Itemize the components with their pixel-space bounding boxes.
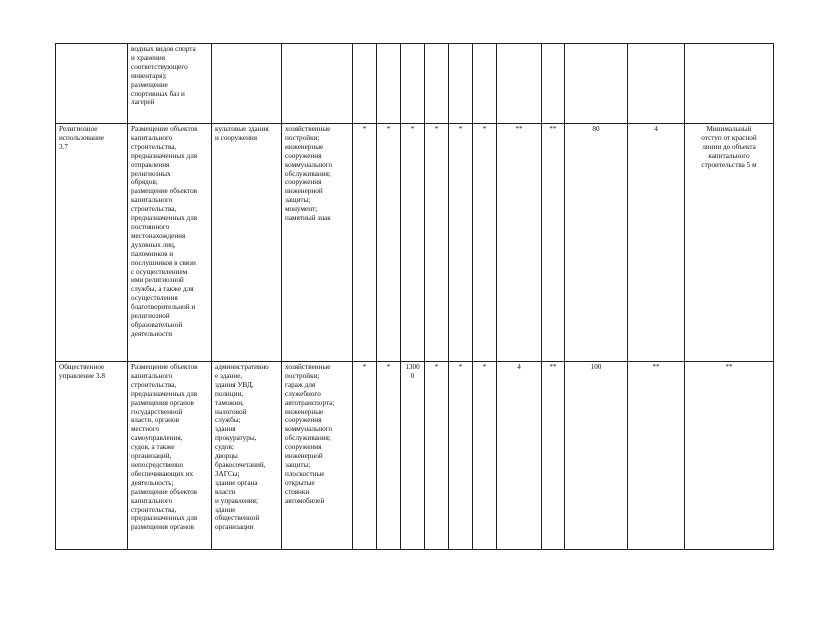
parameter-cell-text: * [386, 363, 391, 371]
parameter-cell [353, 124, 377, 362]
regulations-table [55, 43, 774, 550]
auxiliary-objects-cell [282, 362, 353, 550]
parameter-cell [425, 44, 449, 124]
parameter-cell-text: * [434, 125, 439, 133]
use-type-name-cell-text: Религиозное использование 3.7 [59, 125, 105, 151]
use-type-name-cell-text: Общественное управление 3.8 [59, 363, 105, 380]
parameter-cell-text: ** [725, 363, 733, 371]
parameter-cell [401, 44, 425, 124]
auxiliary-objects-cell-text: хозяйственные постройки; инженерные сооружения коммунального обслуживания; сооружения инженерной защиты; монумент; памятный знак [285, 125, 333, 223]
parameter-cell-text: * [362, 125, 367, 133]
parameter-cell-text: 80 [592, 125, 600, 133]
parameter-cell-text: ** [549, 363, 557, 371]
parameter-cell-text: * [458, 363, 463, 371]
table-row [56, 124, 774, 362]
parameter-cell [473, 124, 497, 362]
use-type-name-cell [56, 124, 128, 362]
table-row [56, 44, 774, 124]
use-description-cell-text: Размещение объектов капитального строительства, предназначенных для отправления религиозных обрядов; размещение объектов капитального строительства, предназначенных для постоянного местонахождения духовных лиц, паломников и послушников в связи с осуществлением ими религиозной службы, а также для осуществления благотворительной и религиозной образовательной деятельности [131, 125, 198, 338]
use-type-name-cell [56, 362, 128, 550]
parameter-cell [353, 362, 377, 550]
parameter-cell-text: * [410, 125, 415, 133]
main-objects-cell-text: административно е здание, здания УВД, полиции, таможни, налоговой службы; здания прокуратуры, судов; дворцы бракосочетаний, ЗАГСы; здание органа власти и управления; здание общественной организации [215, 363, 269, 532]
parameter-cell [353, 44, 377, 124]
parameter-cell-text: * [434, 363, 439, 371]
parameter-cell-text: ** [515, 125, 523, 133]
parameter-cell [628, 124, 685, 362]
main-objects-cell-text: культовые здания и сооружения [215, 125, 269, 142]
parameter-cell [542, 124, 565, 362]
parameter-cell-text: * [482, 125, 487, 133]
parameter-cell [449, 124, 473, 362]
parameter-cell [449, 44, 473, 124]
parameter-cell-text: * [458, 125, 463, 133]
parameter-cell-text: 4 [517, 363, 521, 371]
parameter-cell [377, 362, 401, 550]
parameter-cell-text: Минимальный отступ от красной линии до объекта капитального строительства 5 м [701, 125, 757, 169]
parameter-cell [565, 362, 628, 550]
parameter-cell [425, 124, 449, 362]
auxiliary-objects-cell [282, 44, 353, 124]
parameter-cell-text: ** [549, 125, 557, 133]
use-description-cell-text: водных видов спорта и хранения соответствующего инвентаря); размещение спортивных баз и лагерей [131, 45, 196, 107]
parameter-cell-text: 100 [590, 363, 602, 371]
parameter-cell-text: ** [652, 363, 660, 371]
parameter-cell-text: * [362, 363, 367, 371]
parameter-cell [497, 362, 542, 550]
parameter-cell-text: 4 [654, 125, 658, 133]
parameter-cell [473, 362, 497, 550]
parameter-cell [425, 362, 449, 550]
use-description-cell-text: Размещение объектов капитального строительства, предназначенных для размещения органов государственной власти, органов местного самоуправления, судов, а также организаций, непосредственно обеспечивающих их деятельность; размещение объектов капитального строительства, предназначенных для размещения органов [131, 363, 198, 532]
parameter-cell-text: * [482, 363, 487, 371]
parameter-cell [449, 362, 473, 550]
parameter-cell [685, 44, 774, 124]
parameter-cell [628, 362, 685, 550]
table-row [56, 362, 774, 550]
parameter-cell [685, 124, 774, 362]
use-description-cell [128, 44, 212, 124]
parameter-cell [497, 124, 542, 362]
parameter-cell [685, 362, 774, 550]
parameter-cell [377, 44, 401, 124]
main-objects-cell [212, 362, 282, 550]
parameter-cell [473, 44, 497, 124]
parameter-cell [542, 362, 565, 550]
parameter-cell [401, 362, 425, 550]
parameter-cell [401, 124, 425, 362]
use-description-cell [128, 124, 212, 362]
use-type-name-cell [56, 44, 128, 124]
parameter-cell [497, 44, 542, 124]
parameter-cell [542, 44, 565, 124]
parameter-cell [565, 44, 628, 124]
main-objects-cell [212, 44, 282, 124]
auxiliary-objects-cell-text: хозяйственные постройки; гараж для служебного автотранспорта; инженерные сооружения коммунального обслуживания; сооружения инженерной защиты; плоскостные открытые стоянки автомобилей [285, 363, 335, 505]
use-description-cell [128, 362, 212, 550]
parameter-cell [377, 124, 401, 362]
parameter-cell [565, 124, 628, 362]
parameter-cell-text: 1300 0 [405, 363, 420, 380]
main-objects-cell [212, 124, 282, 362]
parameter-cell [628, 44, 685, 124]
auxiliary-objects-cell [282, 124, 353, 362]
parameter-cell-text: * [386, 125, 391, 133]
